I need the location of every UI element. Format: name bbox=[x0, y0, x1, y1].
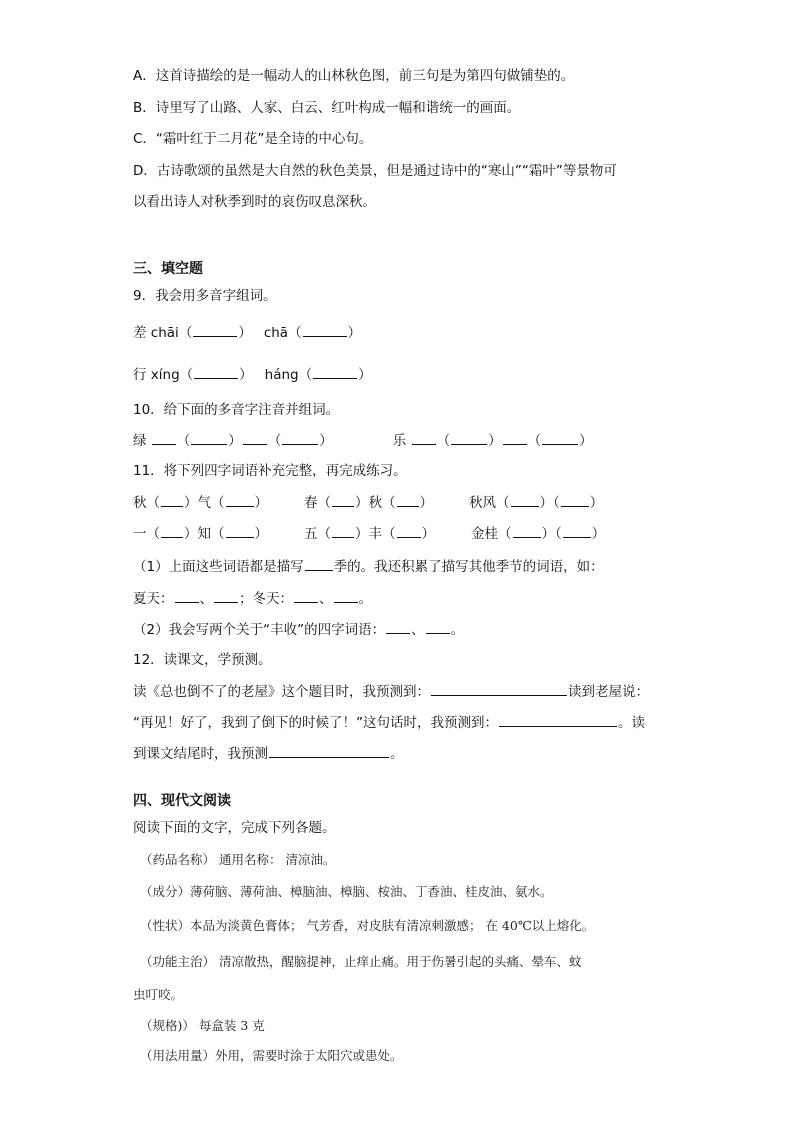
answer-blank[interactable] bbox=[334, 588, 358, 603]
answer-blank[interactable] bbox=[313, 364, 357, 379]
answer-blank[interactable] bbox=[426, 619, 450, 634]
answer-blank[interactable] bbox=[542, 430, 578, 445]
medicine-properties: （性状）本品为淡黄色膏体； 气芳香，对皮肤有清凉刺激感； 在 40℃以上熔化。 bbox=[140, 918, 595, 933]
option-d-line1: D．古诗歌颂的虽然是大自然的秋色美景，但是通过诗中的“寒山”“霜叶”等景物可 bbox=[133, 163, 617, 179]
q11-row2: 一（ ）知（ ） 五（ ）丰（ ） 金桂（ ）（ ） bbox=[133, 523, 605, 544]
q10-row: 绿 （ ） （ ） 乐 （ ） （ ） bbox=[133, 430, 593, 451]
medicine-ingredients: （成分）薄荷脑、薄荷油、樟脑油、樟脑、桉油、丁香油、桂皮油、氨水。 bbox=[140, 884, 553, 899]
q11-sub1: （1）上面这些词语都是描写 季的。我还积累了描写其他季节的词语，如： bbox=[133, 556, 604, 577]
answer-blank[interactable] bbox=[294, 588, 318, 603]
answer-blank[interactable] bbox=[332, 492, 354, 507]
q9-prompt: 9．我会用多音字组词。 bbox=[133, 288, 277, 304]
q12-line2: “再见！好了，我到了倒下的时候了！”这句话时，我预测到： 。读 bbox=[133, 712, 645, 733]
answer-blank[interactable] bbox=[269, 743, 389, 758]
answer-blank[interactable] bbox=[499, 712, 617, 727]
option-b: B．诗里写了山路、人家、白云、红叶构成一幅和谐统一的画面。 bbox=[133, 100, 521, 116]
answer-blank[interactable] bbox=[513, 523, 541, 538]
option-c: C．“霜叶红于二月花”是全诗的中心句。 bbox=[133, 131, 373, 147]
q10-prompt: 10．给下面的多音字注音并组词。 bbox=[133, 402, 340, 418]
answer-blank[interactable] bbox=[303, 322, 347, 337]
answer-blank[interactable] bbox=[175, 588, 199, 603]
q12-prompt: 12．读课文，学预测。 bbox=[133, 652, 272, 668]
medicine-spec: （规格)） 每盒装 3 克 bbox=[140, 1018, 265, 1033]
answer-blank[interactable] bbox=[563, 523, 591, 538]
section-title-reading: 四、现代文阅读 bbox=[133, 793, 231, 809]
section-title-fill-in: 三、填空题 bbox=[133, 261, 203, 277]
answer-blank[interactable] bbox=[412, 430, 436, 445]
answer-blank[interactable] bbox=[194, 364, 238, 379]
option-a: A．这首诗描绘的是一幅动人的山林秋色图，前三句是为第四句做铺垫的。 bbox=[133, 68, 575, 84]
answer-blank[interactable] bbox=[511, 492, 539, 507]
medicine-name: （药品名称） 通用名称： 清凉油。 bbox=[140, 852, 336, 867]
reading-intro: 阅读下面的文字，完成下列各题。 bbox=[133, 820, 336, 836]
answer-blank[interactable] bbox=[397, 523, 421, 538]
answer-blank[interactable] bbox=[561, 492, 589, 507]
q9-row-xing: 行 xíng（ ） háng（ ） bbox=[133, 364, 372, 385]
q9-row-cha: 差 chāi（ ） chā（ ） bbox=[133, 322, 361, 343]
answer-blank[interactable] bbox=[243, 430, 267, 445]
q11-row1: 秋（ ）气（ ） 春（ ）秋（ ） 秋风（ ）（ ） bbox=[133, 492, 603, 513]
answer-blank[interactable] bbox=[305, 556, 333, 571]
medicine-usage: （用法用量）外用，需要时涂于太阳穴或患处。 bbox=[140, 1048, 403, 1063]
answer-blank[interactable] bbox=[193, 322, 237, 337]
option-d-line2: 以看出诗人对秋季到时的哀伤叹息深秋。 bbox=[133, 194, 376, 210]
answer-blank[interactable] bbox=[332, 523, 354, 538]
answer-blank[interactable] bbox=[191, 430, 227, 445]
answer-blank[interactable] bbox=[397, 492, 419, 507]
answer-blank[interactable] bbox=[451, 430, 487, 445]
answer-blank[interactable] bbox=[503, 430, 527, 445]
answer-blank[interactable] bbox=[152, 430, 176, 445]
answer-blank[interactable] bbox=[386, 619, 410, 634]
q12-line1: 读《总也倒不了的老屋》这个题目时，我预测到： 读到老屋说： bbox=[133, 681, 649, 702]
medicine-function: （功能主治） 清凉散热，醒脑提神，止痒止痛。用于伤暑引起的头痛、晕车、蚊 bbox=[140, 954, 582, 969]
answer-blank[interactable] bbox=[161, 523, 183, 538]
answer-blank[interactable] bbox=[431, 681, 567, 696]
answer-blank[interactable] bbox=[161, 492, 183, 507]
answer-blank[interactable] bbox=[214, 588, 238, 603]
q11-sub2: （2）我会写两个关于“丰收”的四字词语： 、 。 bbox=[133, 619, 464, 640]
q11-prompt: 11．将下列四字词语补充完整，再完成练习。 bbox=[133, 463, 407, 479]
answer-blank[interactable] bbox=[226, 523, 254, 538]
answer-blank[interactable] bbox=[226, 492, 254, 507]
answer-blank[interactable] bbox=[282, 430, 318, 445]
medicine-function-cont: 虫叮咬。 bbox=[133, 987, 184, 1002]
q11-seasons: 夏天： 、 ；冬天： 、 。 bbox=[133, 588, 372, 609]
q12-line3: 到课文结尾时，我预测 。 bbox=[133, 743, 404, 764]
